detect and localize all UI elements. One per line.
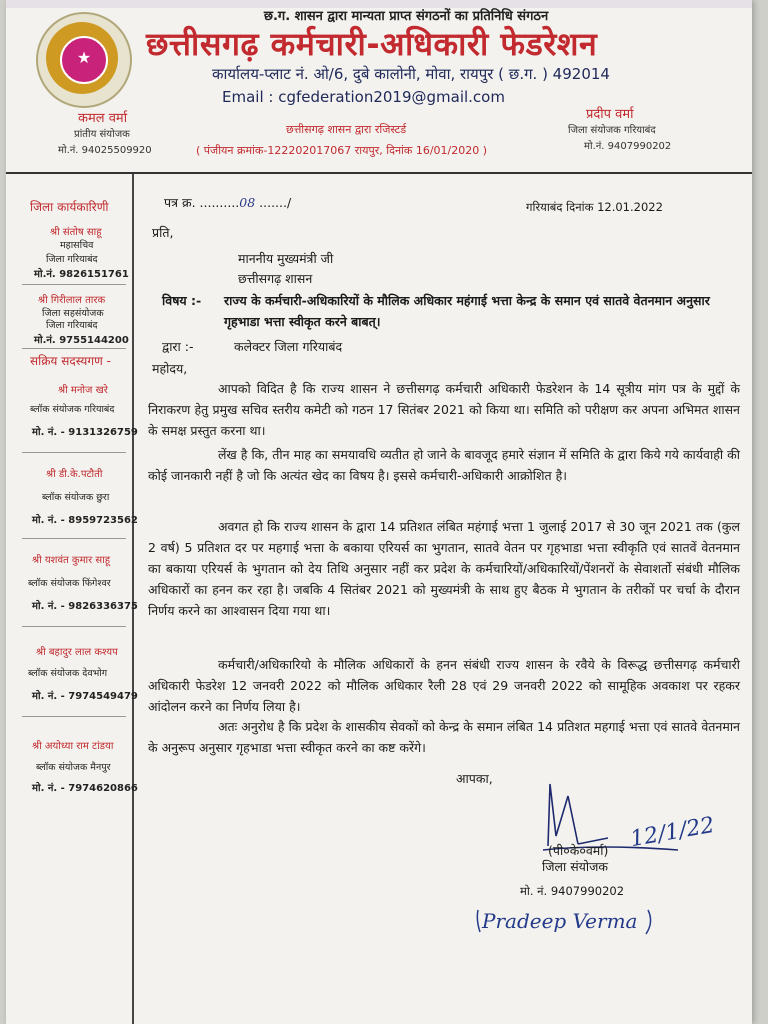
left-person-name: कमल वर्मा xyxy=(78,111,128,126)
left-person-mobile: मो.नं. 94025509920 xyxy=(58,145,152,156)
member-mobile: मो. नं. - 8959723562 xyxy=(32,515,138,526)
exec-member-role: महासचिव xyxy=(60,240,94,251)
exec-member-role: जिला गरियाबंद xyxy=(46,254,98,265)
closing: आपका, xyxy=(456,771,493,786)
member-mobile: मो. नं. - 7974549479 xyxy=(32,691,138,702)
body-paragraph: अतः अनुरोध है कि प्रदेश के शासकीय सेवकों को केन्द्र के समान लंबित 14 प्रतिशत महगाई भत्ता एवं सातवे वेतनमान के अनुरूप अनुसार गृहभाडा भत्ता स्वीकृत करने का कष्ट करेंगे। xyxy=(148,719,740,755)
subject-text: राज्य के कर्मचारी-अधिकारियों के मौलिक अधिकार महंगाई भत्ता केन्द्र के समान एवं सातवे वेतनमान अनुसार गृहभाडा भत्ता स्वीकृत करने बाबत्। xyxy=(224,293,710,329)
right-person-mobile: मो.नं. 9407990202 xyxy=(584,141,672,152)
registration-line-2: ( पंजीयन क्रमांक-122202017067 रायपुर, दिनांक 16/01/2020 ) xyxy=(196,144,488,157)
member-name: श्री अयोध्या राम टांडया xyxy=(32,741,114,752)
exec-member-name: श्री संतोष साहू xyxy=(50,227,102,238)
right-person-name: प्रदीप वर्मा xyxy=(586,107,634,122)
body-paragraph: कर्मचारी/अधिकारियो के मौलिक अधिकारों के हनन संबंधी राज्य शासन के रवैये के विरूद्ध छत्तीसगढ़ कर्मचारी अधिकारी फेडरेश 12 जनवरी 2022 को मौलिक अधिकार रैली 28 एवं 29 जनवरी 2022 को सामूहिक अवकाश पर रहकर आंदोलन करने का निर्णय लिया है। xyxy=(148,657,740,714)
exec-member-name: श्री गिरीलाल तारक xyxy=(38,295,106,306)
member-name: श्री मनोज खरे xyxy=(58,385,108,396)
signatory-mobile: मो. नं. 9407990202 xyxy=(520,884,625,898)
handwritten-name-signature xyxy=(476,900,676,940)
through-label: द्वारा :- xyxy=(162,339,194,354)
federation-logo-icon: ★ xyxy=(36,12,132,108)
handwritten-date: 12/1/22 xyxy=(628,812,717,853)
exec-member-mobile: मो.नं. 9826151761 xyxy=(34,269,129,280)
sidebar-heading-members: सक्रिय सदस्यगण - xyxy=(30,354,111,368)
member-role: ब्लॉक संयोजक फिंगेश्वर xyxy=(28,578,111,589)
prati-label: प्रति, xyxy=(152,225,174,240)
exec-member-mobile: मो.नं. 9755144200 xyxy=(34,335,129,346)
through-text: कलेक्टर जिला गरियाबंद xyxy=(234,339,343,354)
sidebar-heading-exec: जिला कार्यकारिणी xyxy=(30,200,109,214)
signatory-name: (पी०के०वर्मा) xyxy=(548,843,609,858)
recipient-line-2: छत्तीसगढ़ शासन xyxy=(238,271,313,286)
exec-member-role: जिला गरियाबंद xyxy=(46,320,98,331)
member-role: ब्लॉक संयोजक छुरा xyxy=(42,492,110,503)
signatory-role: जिला संयोजक xyxy=(542,859,609,874)
recipient-line-1: माननीय मुख्यमंत्री जी xyxy=(238,251,334,266)
letter-date: गरियाबंद दिनांक 12.01.2022 xyxy=(526,200,663,214)
body-paragraph: लेंख है कि, तीन माह का समयावधि व्यतीत हो जाने के बावजूद हमारे संज्ञान में समिति के द्वारा किये गये कार्यवाही की कोई जानकारी नहीं है जो कि अत्यंत खेद का विषय है। इससे कर्मचारी-अधिकारी आक्रोशित है। xyxy=(148,447,740,483)
member-mobile: मो. नं. - 9131326759 xyxy=(32,427,138,438)
letter-number-line: पत्र क्र. ..........08 ......./ xyxy=(164,195,292,210)
registration-line-1: छत्तीसगढ़ शासन द्वारा रजिस्टर्ड xyxy=(286,123,407,136)
org-address: कार्यालय-प्लाट नं. ओ/6, दुबे कालोनी, मोवा, रायपुर ( छ.ग. ) 492014 xyxy=(212,65,610,83)
org-name: छत्तीसगढ़ कर्मचारी-अधिकारी फेडरेशन xyxy=(146,25,598,63)
org-email: Email : cgfederation2019@gmail.com xyxy=(222,88,505,106)
salutation: महोदय, xyxy=(152,361,188,376)
left-person-role: प्रांतीय संयोजक xyxy=(74,129,130,140)
member-role: ब्लॉक संयोजक गरियाबंद xyxy=(30,404,115,415)
letterhead-page xyxy=(6,0,752,1024)
body-paragraph: अवगत हो कि राज्य शासन के द्वारा 14 प्रतिशत लंबित महंगाई भत्ता 1 जुलाई 2017 से 30 जून 2021 तक (कुल 2 वर्ष) 5 प्रतिशत दर पर महगाई भत्ता के बकाया एरियर्स का भुगतान, सातवे वेतन पर गृहभाडा भत्ता स्वीकृति एवं सातवें वेतनमान का बकाया एरियर्स के भुगतान को देय तिथि अनुसार नहीं कर प्रदेश के कर्मचारियों/अधिकारियों/पेंशनरों के सेवाशर्तो संबंधी मौलिक अधिकारों का हनन कर रहा है। जबकि 4 सितंबर 2021 को मुख्यमंत्री के साथ हुए बैठक मे भुगतान के तरीकों पर चर्चा के दौरान निर्णय करने का आश्वासन दिया गया था। xyxy=(148,519,740,618)
letter-number: 08 xyxy=(239,195,256,210)
org-tagline: छ.ग. शासन द्वारा मान्यता प्राप्त संगठनों का प्रतिनिधि संगठन xyxy=(263,9,549,24)
letter-number-label: पत्र क्र. xyxy=(164,195,196,210)
header-divider xyxy=(6,172,752,174)
right-person-role: जिला संयोजक गरियाबंद xyxy=(568,125,656,136)
body-paragraph: आपको विदित है कि राज्य शासन ने छत्तीसगढ़ कर्मचारी अधिकारी फेडरेशन के 14 सूत्रीय मांग पत्र के मुद्दों के निराकरण हेतु प्रमुख सचिव स्तरीय कमेटी को गठन 17 सितंबर 2021 को किया था। समिति को परीक्षण कर अपना अभिमत शासन के समक्ष प्रस्तुत करना था। xyxy=(148,381,740,438)
exec-member-role: जिला सहसंयोजक xyxy=(42,308,104,319)
member-name: श्री डी.के.पटौती xyxy=(46,469,103,480)
member-name: श्री बहादुर लाल कश्यप xyxy=(36,647,118,658)
member-name: श्री यशवंत कुमार साहू xyxy=(32,555,111,566)
member-mobile: मो. नं. - 7974620866 xyxy=(32,783,138,794)
member-role: ब्लॉक संयोजक देवभोग xyxy=(28,668,108,679)
member-mobile: मो. नं. - 9826336375 xyxy=(32,601,138,612)
handwritten-name: Pradeep Verma xyxy=(482,909,638,933)
member-role: ब्लॉक संयोजक मैनपुर xyxy=(36,762,111,773)
subject-label: विषय :- xyxy=(162,293,202,308)
